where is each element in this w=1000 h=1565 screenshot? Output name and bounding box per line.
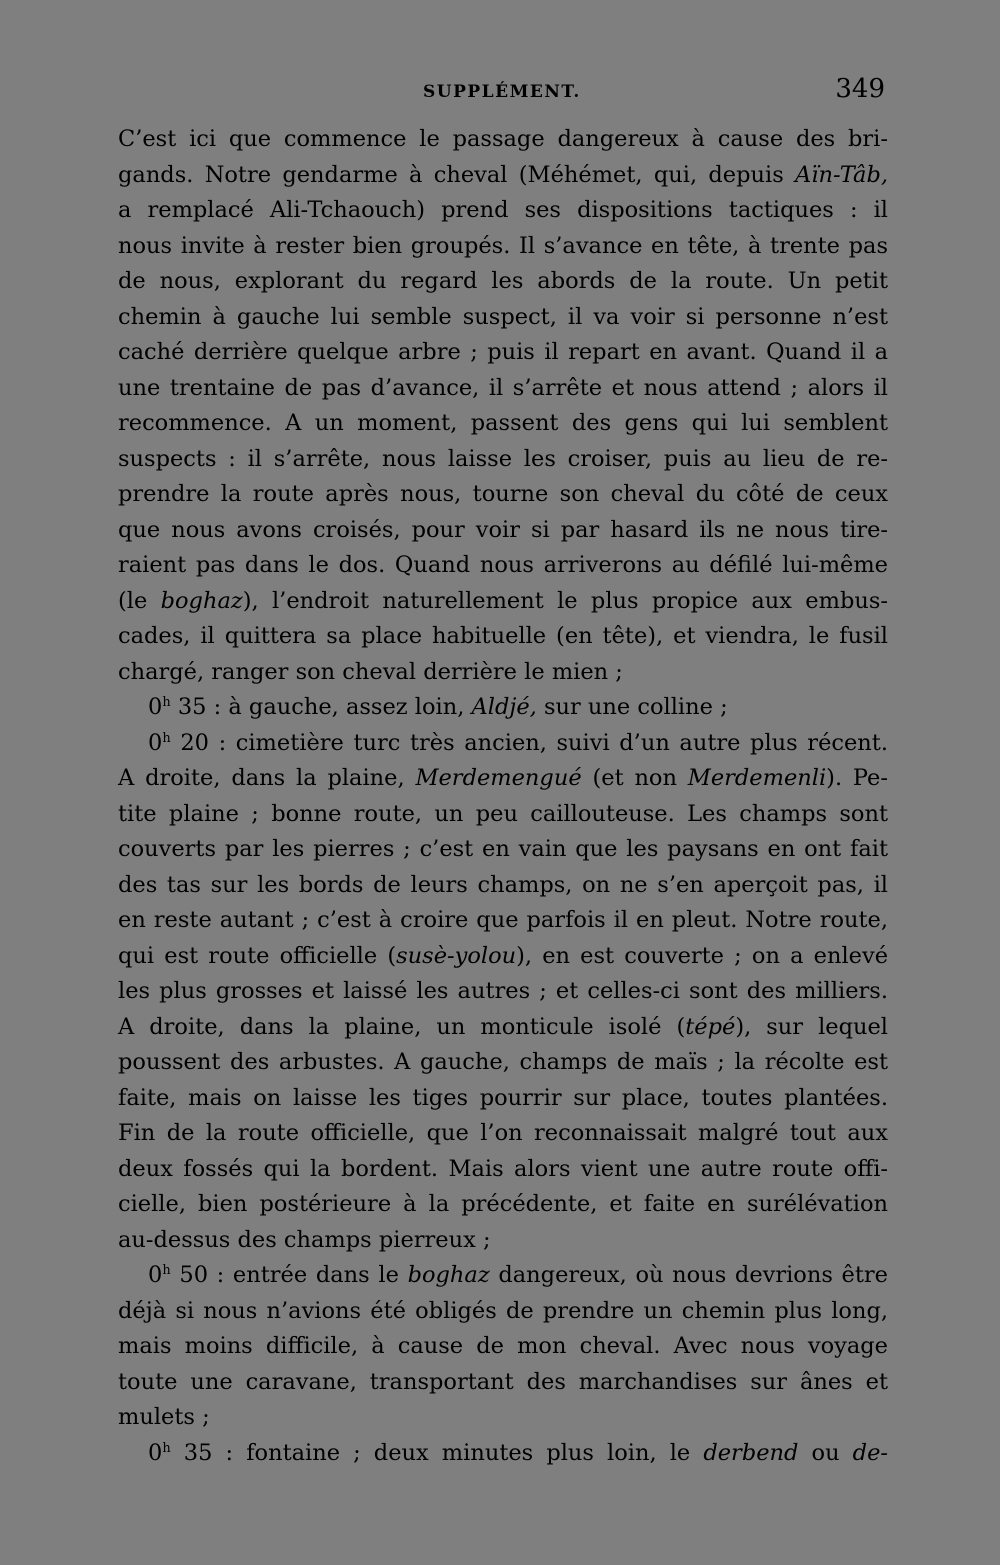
text-line: de nous, explorant du regard les abords de la route. Un petit [118,268,888,294]
text-line: A droite, dans la plaine, un monticule isolé (tépé), sur lequel [118,1013,888,1040]
text-line: gands. Notre gendarme à cheval (Méhémet, qui, depuis Aïn-Tâb, [118,161,888,188]
text-line: faite, mais on laisse les tiges pourrir sur place, toutes plantées. [118,1084,888,1111]
text-line: recommence. A un moment, passent des gens qui lui semblent [118,410,888,436]
text-line: 0$^h$ 35 : à gauche, assez loin, Aldjé, sur une colline ; [148,694,728,720]
text-line: A droite, dans la plaine, Merdemengué (et non Merdemenli). Pe- [118,765,888,791]
text-line: Fin de la route officielle, que l’on reconnaissait malgré tout aux [118,1120,888,1146]
text-line: cades, il quittera sa place habituelle (en tête), et viendra, le fusil [118,623,888,649]
text-line: tite plaine ; bonne route, un peu caillouteuse. Les champs sont [118,800,888,827]
text-line: qui est route officielle (susè-yolou), en est couverte ; on a enlevé [118,942,889,969]
text-line: suspects : il s’arrête, nous laisse les croiser, puis au lieu de re- [118,445,888,472]
text-line: C’est ici que commence le passage dangereux à cause des bri- [118,126,888,152]
text-line: poussent des arbustes. A gauche, champs de maïs ; la récolte est [118,1049,888,1075]
text-line: deux fossés qui la bordent. Mais alors vient une autre route offi- [118,1155,888,1182]
text-line: des tas sur les bords de leurs champs, on ne s’en aperçoit pas, il [118,871,888,898]
running-head [115,74,885,114]
text-line: mulets ; [118,1404,210,1430]
text-line: caché derrière quelque arbre ; puis il repart en avant. Quand il a [118,339,888,365]
text-line: couverts par les pierres ; c’est en vain que les paysans en ont fait [118,836,888,862]
text-line: mais moins difficile, à cause de mon cheval. Avec nous voyage [118,1333,888,1359]
text-line: déjà si nous n’avions été obligés de prendre un chemin plus long, [118,1297,888,1324]
text-line: que nous avons croisés, pour voir si par hasard ils ne nous tire- [118,516,888,543]
text-line: toute une caravane, transportant des marchandises sur ânes et [118,1368,888,1395]
text-line: prendre la route après nous, tourne son cheval du côté de ceux [118,481,888,507]
text-line: chemin à gauche lui semble suspect, il va voir si personne n’est [118,303,888,330]
text-line: raient pas dans le dos. Quand nous arriverons au défilé lui-même [118,552,888,578]
text-line: 0$^h$ 20 : cimetière turc très ancien, suivi d’un autre plus récent. [148,729,888,756]
text-line: au-dessus des champs pierreux ; [118,1226,491,1253]
text-line: une trentaine de pas d’avance, il s’arrête et nous attend ; alors il [118,374,888,401]
page-number: 349 [835,74,885,104]
text-line: cielle, bien postérieure à la précédente, et faite en surélévation [118,1191,888,1217]
text-line: 0$^h$ 35 : fontaine ; deux minutes plus loin, le derbend ou de- [148,1439,888,1466]
running-title: SUPPLÉMENT. [423,82,581,102]
text-line: (le boghaz), l’endroit naturellement le plus propice aux embus- [118,587,888,614]
text-line: en reste autant ; c’est à croire que parfois il en pleut. Notre route, [118,907,888,933]
text-line: nous invite à rester bien groupés. Il s’avance en tête, à trente pas [118,232,888,259]
text-line: les plus grosses et laissé les autres ; et celles-ci sont des milliers. [118,978,888,1004]
text-line: chargé, ranger son cheval derrière le mien ; [118,658,623,685]
text-line: 0$^h$ 50 : entrée dans le boghaz dangereux, où nous devrions être [148,1262,888,1288]
body-text [118,122,888,1471]
text-line: a remplacé Ali-Tchaouch) prend ses dispositions tactiques : il [118,197,888,223]
